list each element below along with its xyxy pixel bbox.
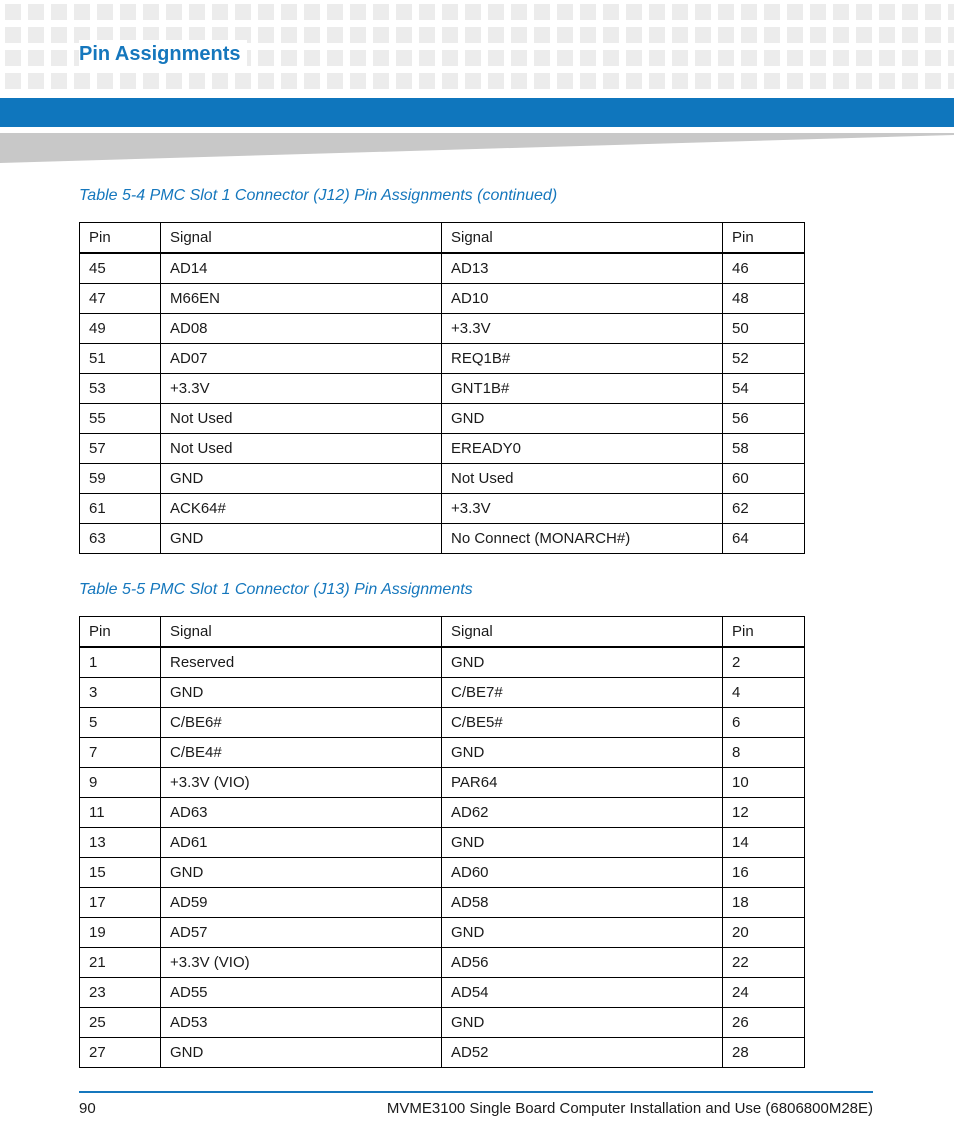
pin-cell: 61 — [80, 494, 161, 524]
pin-cell: 25 — [80, 1008, 161, 1038]
pin-cell: 17 — [80, 888, 161, 918]
signal-cell: GND — [161, 464, 442, 494]
header-pattern-square — [879, 27, 895, 43]
header-pattern-square — [787, 50, 803, 66]
table-row — [80, 344, 805, 374]
pin-cell: 56 — [723, 404, 805, 434]
header-pattern-square — [672, 50, 688, 66]
header-pattern-square — [281, 50, 297, 66]
header-pattern-square — [764, 27, 780, 43]
pin-cell: 28 — [723, 1038, 805, 1068]
header-pattern-square — [649, 73, 665, 89]
header-pattern-square — [741, 73, 757, 89]
pin-cell: 47 — [80, 284, 161, 314]
header-pattern-square — [603, 50, 619, 66]
header-pattern-square — [603, 73, 619, 89]
header-pattern-square — [28, 73, 44, 89]
header-pattern-square — [557, 4, 573, 20]
header-pattern-square — [465, 4, 481, 20]
header-pattern-square — [695, 50, 711, 66]
pin-cell: 14 — [723, 828, 805, 858]
header-pattern-square — [557, 50, 573, 66]
pin-cell: 26 — [723, 1008, 805, 1038]
table-row — [80, 708, 805, 738]
signal-cell: GND — [442, 404, 723, 434]
table-row — [80, 404, 805, 434]
header-pattern-square — [350, 27, 366, 43]
header-pattern-square — [511, 73, 527, 89]
signal-cell: GND — [161, 524, 442, 554]
table-row — [80, 314, 805, 344]
pin-cell: 49 — [80, 314, 161, 344]
pin-cell: 16 — [723, 858, 805, 888]
header-pattern-square — [856, 50, 872, 66]
header-pattern-square — [833, 27, 849, 43]
pin-cell: 62 — [723, 494, 805, 524]
pin-cell: 48 — [723, 284, 805, 314]
pin-cell: 10 — [723, 768, 805, 798]
header-pattern-square — [534, 4, 550, 20]
header-pattern-square — [120, 4, 136, 20]
header-pattern-square — [465, 27, 481, 43]
header-pattern-square — [419, 50, 435, 66]
header-pattern-square — [396, 27, 412, 43]
header-pattern-square — [925, 27, 941, 43]
header-pattern-row — [0, 4, 954, 20]
pin-cell: 3 — [80, 678, 161, 708]
table-row — [80, 1008, 805, 1038]
pin-cell: 27 — [80, 1038, 161, 1068]
signal-cell: +3.3V (VIO) — [161, 768, 442, 798]
signal-cell: AD10 — [442, 284, 723, 314]
pin-table-body — [80, 647, 805, 1068]
header-pattern-square — [695, 27, 711, 43]
pin-cell: 53 — [80, 374, 161, 404]
header-pattern-square — [764, 4, 780, 20]
signal-cell: AD13 — [442, 253, 723, 284]
header-pattern-square — [603, 4, 619, 20]
column-header-signal: Signal — [442, 223, 723, 254]
signal-cell: GND — [442, 647, 723, 678]
signal-cell: GND — [442, 1008, 723, 1038]
header-pattern-square — [948, 50, 954, 66]
table-row — [80, 1038, 805, 1068]
header-pattern-square — [649, 4, 665, 20]
header-pattern-square — [925, 50, 941, 66]
page-title: Pin Assignments — [79, 40, 247, 68]
pin-cell: 63 — [80, 524, 161, 554]
header-pattern-square — [580, 27, 596, 43]
header-pattern-square — [649, 50, 665, 66]
pin-cell: 21 — [80, 948, 161, 978]
pin-table-body — [80, 253, 805, 554]
header-pattern-square — [235, 4, 251, 20]
header-pattern-square — [856, 4, 872, 20]
header-pattern-square — [833, 50, 849, 66]
signal-cell: C/BE7# — [442, 678, 723, 708]
header-pattern-square — [580, 50, 596, 66]
header-pattern-square — [833, 4, 849, 20]
signal-cell: AD60 — [442, 858, 723, 888]
header-pattern-square — [741, 50, 757, 66]
pin-cell: 46 — [723, 253, 805, 284]
header-pattern-square — [787, 73, 803, 89]
header-pattern-square — [327, 4, 343, 20]
column-header-pin: Pin — [80, 617, 161, 648]
column-header-pin: Pin — [723, 617, 805, 648]
signal-cell: M66EN — [161, 284, 442, 314]
header-pattern-square — [534, 27, 550, 43]
header-pattern-square — [143, 4, 159, 20]
table-row — [80, 918, 805, 948]
pin-cell: 45 — [80, 253, 161, 284]
header-pattern-square — [5, 27, 21, 43]
header-pattern-square — [488, 27, 504, 43]
signal-cell: C/BE6# — [161, 708, 442, 738]
signal-cell: AD56 — [442, 948, 723, 978]
header-pattern-square — [764, 73, 780, 89]
pin-cell: 60 — [723, 464, 805, 494]
table-row — [80, 738, 805, 768]
header-pattern-square — [166, 4, 182, 20]
header-pattern-square — [557, 73, 573, 89]
signal-cell: AD07 — [161, 344, 442, 374]
signal-cell: AD58 — [442, 888, 723, 918]
header-pattern-square — [373, 4, 389, 20]
column-header-pin: Pin — [723, 223, 805, 254]
header-pattern-square — [902, 73, 918, 89]
header-pattern-square — [580, 73, 596, 89]
header-pattern-square — [787, 4, 803, 20]
signal-cell: PAR64 — [442, 768, 723, 798]
header-pattern-square — [258, 73, 274, 89]
header-pattern-square — [304, 4, 320, 20]
document-title: MVME3100 Single Board Computer Installation and Use (6806800M28E) — [386, 1100, 873, 1117]
header-pattern-square — [74, 73, 90, 89]
table-row — [80, 494, 805, 524]
header-pattern-square — [396, 4, 412, 20]
header-pattern-square — [649, 27, 665, 43]
header-pattern-square — [695, 73, 711, 89]
pin-cell: 64 — [723, 524, 805, 554]
signal-cell: AD54 — [442, 978, 723, 1008]
signal-cell: GND — [161, 1038, 442, 1068]
signal-cell: GND — [161, 678, 442, 708]
table-row — [80, 464, 805, 494]
header-pattern-square — [51, 27, 67, 43]
pin-cell: 19 — [80, 918, 161, 948]
header-pattern-square — [465, 50, 481, 66]
signal-cell: Not Used — [442, 464, 723, 494]
table-row — [80, 768, 805, 798]
header-pattern-square — [350, 4, 366, 20]
header-pattern-square — [672, 27, 688, 43]
header-pattern-square — [51, 73, 67, 89]
pin-cell: 11 — [80, 798, 161, 828]
table-row — [80, 374, 805, 404]
pin-cell: 51 — [80, 344, 161, 374]
pin-cell: 50 — [723, 314, 805, 344]
table-row — [80, 284, 805, 314]
column-header-signal: Signal — [442, 617, 723, 648]
header-pattern-square — [281, 4, 297, 20]
pin-cell: 55 — [80, 404, 161, 434]
pin-cell: 24 — [723, 978, 805, 1008]
header-pattern-square — [741, 27, 757, 43]
pin-table-j12 — [79, 222, 805, 554]
pin-cell: 8 — [723, 738, 805, 768]
header-pattern-square — [258, 50, 274, 66]
header-pattern-square — [488, 50, 504, 66]
header-pattern-square — [557, 27, 573, 43]
header-pattern-square — [925, 73, 941, 89]
pin-cell: 57 — [80, 434, 161, 464]
signal-cell: +3.3V — [161, 374, 442, 404]
header-pattern-square — [879, 50, 895, 66]
header-pattern-square — [488, 73, 504, 89]
signal-cell: ACK64# — [161, 494, 442, 524]
signal-cell: Reserved — [161, 647, 442, 678]
header-pattern-square — [120, 73, 136, 89]
signal-cell: +3.3V (VIO) — [161, 948, 442, 978]
pin-cell: 6 — [723, 708, 805, 738]
signal-cell: AD59 — [161, 888, 442, 918]
header-pattern-square — [626, 4, 642, 20]
pin-cell: 7 — [80, 738, 161, 768]
header-pattern-square — [902, 4, 918, 20]
signal-cell: REQ1B# — [442, 344, 723, 374]
header-pattern-square — [373, 73, 389, 89]
table-row — [80, 798, 805, 828]
column-header-signal: Signal — [161, 223, 442, 254]
pin-cell: 12 — [723, 798, 805, 828]
header-pattern-square — [465, 73, 481, 89]
header-pattern-square — [189, 4, 205, 20]
header-pattern-square — [327, 73, 343, 89]
header-pattern-row — [0, 73, 954, 89]
header-pattern-square — [442, 73, 458, 89]
pin-cell: 1 — [80, 647, 161, 678]
header-pattern-square — [350, 50, 366, 66]
header-pattern-square — [534, 73, 550, 89]
signal-cell: Not Used — [161, 404, 442, 434]
header-pattern-square — [856, 27, 872, 43]
header-pattern-square — [97, 73, 113, 89]
header-pattern-square — [695, 4, 711, 20]
header-pattern-square — [327, 50, 343, 66]
pin-cell: 52 — [723, 344, 805, 374]
header-pattern-square — [534, 50, 550, 66]
table-row — [80, 828, 805, 858]
table-row — [80, 948, 805, 978]
header-pattern-square — [580, 4, 596, 20]
header-pattern-square — [902, 27, 918, 43]
signal-cell: No Connect (MONARCH#) — [442, 524, 723, 554]
header-pattern-square — [902, 50, 918, 66]
header-pattern-square — [879, 73, 895, 89]
header-pattern-square — [948, 4, 954, 20]
footer-rule — [79, 1091, 873, 1093]
column-header-signal: Signal — [161, 617, 442, 648]
header-pattern-square — [51, 4, 67, 20]
header-pattern-square — [419, 27, 435, 43]
pin-cell: 5 — [80, 708, 161, 738]
header-pattern-square — [948, 27, 954, 43]
header-pattern-square — [810, 50, 826, 66]
signal-cell: AD08 — [161, 314, 442, 344]
pin-cell: 58 — [723, 434, 805, 464]
signal-cell: GND — [161, 858, 442, 888]
header-pattern-square — [879, 4, 895, 20]
signal-cell: GNT1B# — [442, 374, 723, 404]
table-row — [80, 434, 805, 464]
header-pattern-square — [258, 27, 274, 43]
signal-cell: GND — [442, 738, 723, 768]
header-pattern-square — [626, 73, 642, 89]
signal-cell: Not Used — [161, 434, 442, 464]
header-pattern-square — [718, 4, 734, 20]
header-pattern-square — [718, 27, 734, 43]
header-pattern-square — [833, 73, 849, 89]
header-pattern-square — [442, 27, 458, 43]
pin-cell: 9 — [80, 768, 161, 798]
header-pattern-square — [741, 4, 757, 20]
header-band — [0, 98, 954, 127]
header-pattern-square — [511, 50, 527, 66]
header-pattern-square — [396, 50, 412, 66]
header-pattern-square — [5, 73, 21, 89]
pin-cell: 2 — [723, 647, 805, 678]
pin-cell: 54 — [723, 374, 805, 404]
header-pattern-square — [511, 4, 527, 20]
header-pattern-square — [764, 50, 780, 66]
pin-cell: 23 — [80, 978, 161, 1008]
table-row — [80, 253, 805, 284]
header-pattern-square — [281, 73, 297, 89]
header-pattern-square — [511, 27, 527, 43]
header-pattern-square — [5, 50, 21, 66]
pin-cell: 18 — [723, 888, 805, 918]
header-pattern-square — [856, 73, 872, 89]
header-pattern-square — [281, 27, 297, 43]
header-pattern-square — [28, 4, 44, 20]
header-pattern-square — [925, 4, 941, 20]
header-pattern-square — [718, 50, 734, 66]
header-wedge — [0, 127, 954, 163]
signal-cell: AD57 — [161, 918, 442, 948]
header-pattern-square — [97, 4, 113, 20]
table-row — [80, 678, 805, 708]
header-pattern-square — [28, 50, 44, 66]
signal-cell: AD14 — [161, 253, 442, 284]
header-pattern-square — [442, 4, 458, 20]
signal-cell: GND — [442, 918, 723, 948]
signal-cell: C/BE4# — [161, 738, 442, 768]
header-pattern-square — [718, 73, 734, 89]
signal-cell: EREADY0 — [442, 434, 723, 464]
signal-cell: GND — [442, 828, 723, 858]
header-pattern-square — [373, 27, 389, 43]
header-pattern-square — [672, 73, 688, 89]
table-caption: Table 5-5 PMC Slot 1 Connector (J13) Pin Assignments — [79, 581, 473, 598]
table-header-row — [80, 617, 805, 648]
header-pattern-square — [787, 27, 803, 43]
pin-table-j13 — [79, 616, 805, 1068]
header-pattern-square — [603, 27, 619, 43]
header-pattern-square — [212, 73, 228, 89]
signal-cell: AD61 — [161, 828, 442, 858]
signal-cell: AD63 — [161, 798, 442, 828]
header-pattern-square — [810, 27, 826, 43]
header-pattern-square — [74, 4, 90, 20]
header-pattern-square — [51, 50, 67, 66]
header-pattern-square — [327, 27, 343, 43]
header-pattern-square — [810, 73, 826, 89]
header-pattern-square — [235, 73, 251, 89]
table-row — [80, 858, 805, 888]
header-pattern-square — [810, 4, 826, 20]
header-pattern-square — [442, 50, 458, 66]
header-pattern-square — [143, 73, 159, 89]
header-pattern-square — [350, 73, 366, 89]
table-row — [80, 978, 805, 1008]
header-pattern-square — [212, 4, 228, 20]
pin-cell: 15 — [80, 858, 161, 888]
table-row — [80, 524, 805, 554]
header-pattern-square — [626, 50, 642, 66]
header-pattern-square — [419, 4, 435, 20]
header-pattern-square — [488, 4, 504, 20]
header-pattern-square — [258, 4, 274, 20]
header-pattern-square — [304, 50, 320, 66]
header-pattern-square — [419, 73, 435, 89]
signal-cell: AD53 — [161, 1008, 442, 1038]
header-pattern-square — [304, 73, 320, 89]
header-pattern-square — [28, 27, 44, 43]
header-pattern-square — [948, 73, 954, 89]
table-caption: Table 5-4 PMC Slot 1 Connector (J12) Pin Assignments (continued) — [79, 187, 558, 204]
header-pattern-square — [166, 73, 182, 89]
pin-cell: 20 — [723, 918, 805, 948]
header-pattern-square — [373, 50, 389, 66]
signal-cell: +3.3V — [442, 494, 723, 524]
header-pattern-square — [304, 27, 320, 43]
signal-cell: C/BE5# — [442, 708, 723, 738]
header-pattern-square — [396, 73, 412, 89]
pin-cell: 59 — [80, 464, 161, 494]
page-number: 90 — [79, 1100, 96, 1117]
signal-cell: AD52 — [442, 1038, 723, 1068]
header-pattern-square — [5, 4, 21, 20]
header-pattern-square — [626, 27, 642, 43]
pin-cell: 4 — [723, 678, 805, 708]
table-row — [80, 647, 805, 678]
signal-cell: AD55 — [161, 978, 442, 1008]
column-header-pin: Pin — [80, 223, 161, 254]
pin-cell: 13 — [80, 828, 161, 858]
signal-cell: +3.3V — [442, 314, 723, 344]
pin-cell: 22 — [723, 948, 805, 978]
header-pattern-square — [672, 4, 688, 20]
header-pattern-square — [189, 73, 205, 89]
table-header-row — [80, 223, 805, 254]
table-row — [80, 888, 805, 918]
signal-cell: AD62 — [442, 798, 723, 828]
